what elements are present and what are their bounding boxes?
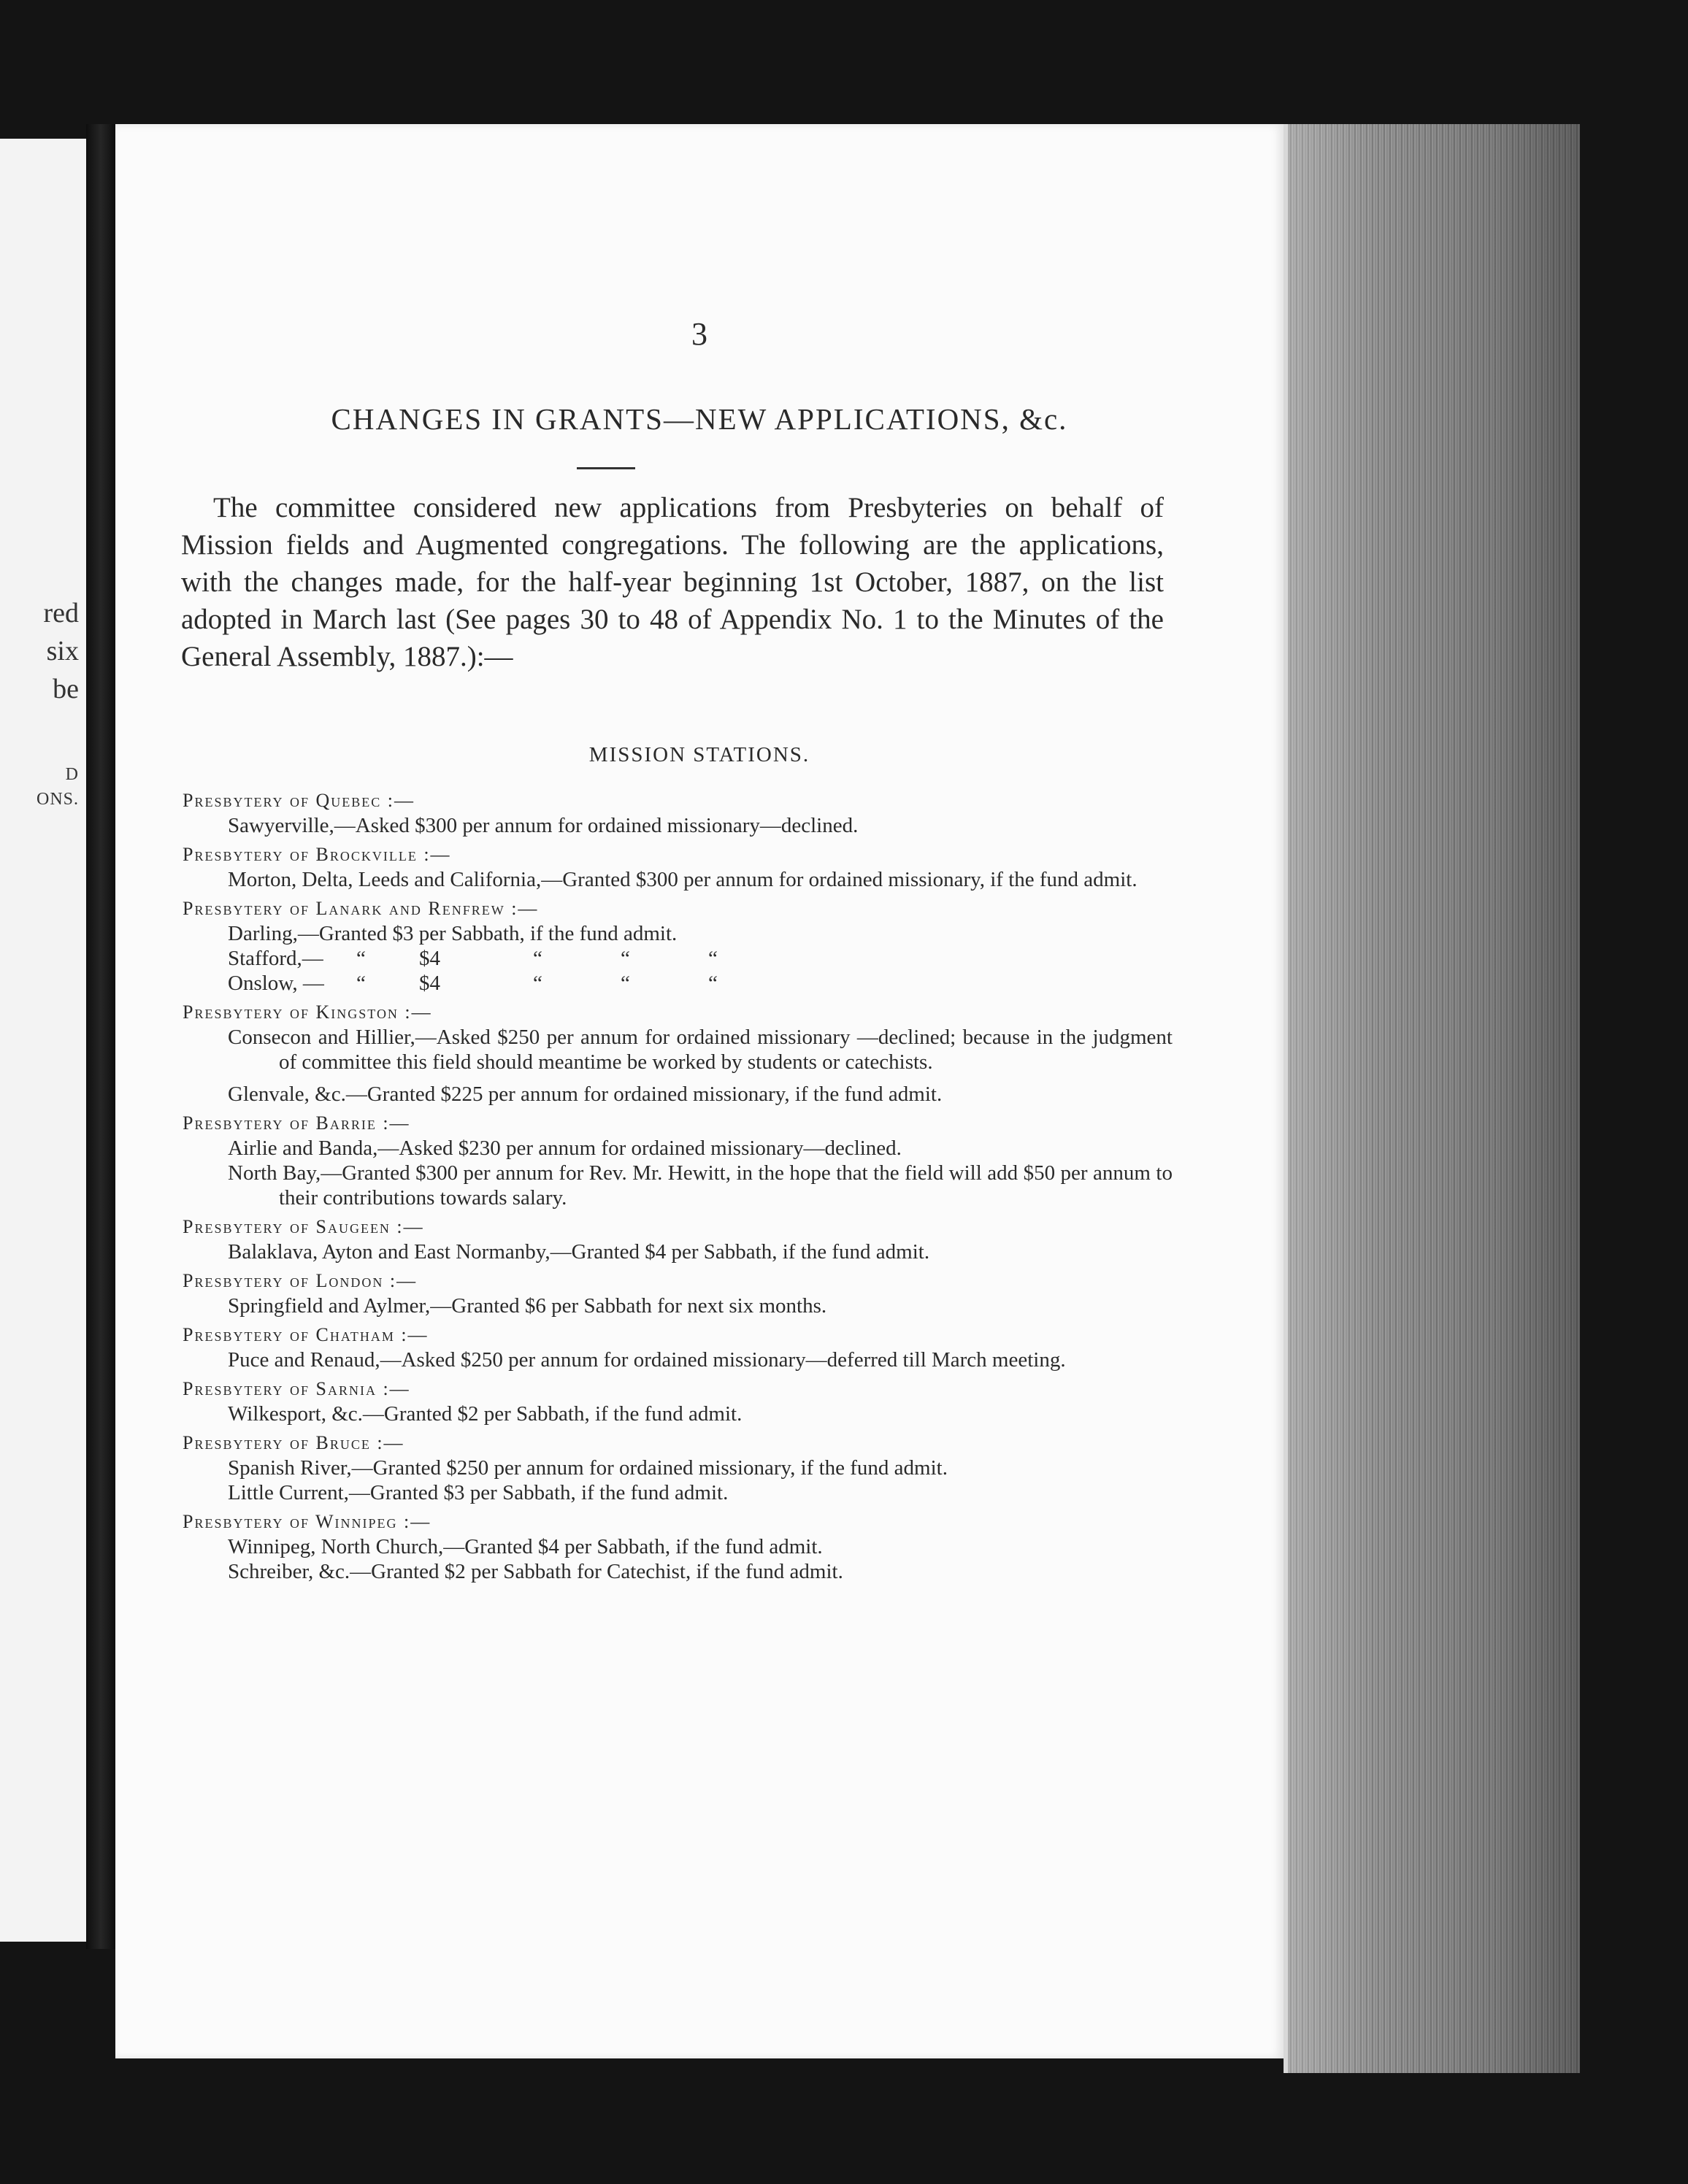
document-page: [115, 124, 1284, 2058]
grant-entry: Springfield and Aylmer,—Granted $6 per Sabbath for next six months.: [228, 1294, 827, 1318]
intro-paragraph: [181, 489, 1164, 675]
presbytery-name: Presbytery of Bruce :—: [183, 1432, 404, 1453]
grant-entry: Darling,—Granted $3 per Sabbath, if the fund admit.: [228, 922, 678, 945]
presbytery-block: [183, 1318, 1173, 1372]
left-page-fragment: be: [53, 674, 79, 704]
presbytery-block: [183, 892, 1173, 996]
presbytery-name: Presbytery of Chatham :—: [183, 1324, 429, 1345]
presbytery-name: Presbytery of Brockville :—: [183, 844, 451, 865]
grant-entry: Schreiber, &c.—Granted $2 per Sabbath for Catechist, if the fund admit.: [228, 1560, 843, 1583]
ditto-mark: “: [356, 947, 366, 970]
grant-entry: Morton, Delta, Leeds and California,—Granted $300 per annum for ordained missionary, if the fund admit.: [228, 868, 1138, 891]
ditto-mark: “: [621, 972, 630, 995]
left-page-fragment: red: [43, 598, 79, 628]
grant-entry: Little Current,—Granted $3 per Sabbath, if the fund admit.: [228, 1481, 729, 1504]
grant-entry: Puce and Renaud,—Asked $250 per annum for ordained missionary—deferred till March meeting.: [228, 1348, 1066, 1372]
grant-entry: Airlie and Banda,—Asked $230 per annum for ordained missionary—declined.: [228, 1137, 902, 1160]
left-page-fragment: D: [65, 765, 79, 784]
presbytery-block: [183, 1107, 1173, 1210]
presbytery-block: [183, 1210, 1173, 1264]
grant-entry: Winnipeg, North Church,—Granted $4 per Sabbath, if the fund admit.: [228, 1535, 823, 1558]
grant-entry: Spanish River,—Granted $250 per annum for ordained missionary, if the fund admit.: [228, 1456, 948, 1480]
grant-entry: Balaklava, Ayton and East Normanby,—Granted $4 per Sabbath, if the fund admit.: [228, 1240, 930, 1264]
page-number: 3: [691, 316, 707, 352]
presbytery-name: Presbytery of Winnipeg :—: [183, 1511, 431, 1532]
presbytery-name: Presbytery of Kingston :—: [183, 1001, 432, 1023]
grant-entry: Consecon and Hillier,—Asked $250 per annum for ordained missionary —declined; because in the judgment of committee this field should meantime be worked by students or catechists.: [228, 1026, 1173, 1074]
presbytery-list: [183, 784, 1173, 1584]
presbytery-name: Presbytery of London :—: [183, 1270, 418, 1291]
presbytery-name: Presbytery of Quebec :—: [183, 790, 415, 811]
ditto-row: [228, 946, 796, 971]
intro-text: The committee considered new applications from Presbyteries on behalf of Mission fields and Augmented congregations. The following are the applications, with the changes made, for the half-year beginning 1st October, 1887, on the list adopted in March last (See pages 30 to 48 of Appendix No. 1 to the Minutes of the General Assembly, 1887.):—: [181, 492, 1164, 672]
ditto-mark: “: [533, 947, 542, 970]
ditto-mark: “: [708, 947, 718, 970]
ditto-mark: “: [621, 947, 630, 970]
ditto-row: [228, 971, 796, 996]
presbytery-block: [183, 1505, 1173, 1584]
station-name: Onslow, —: [228, 972, 324, 995]
ditto-table: [228, 946, 796, 996]
ditto-mark: “: [356, 972, 366, 995]
ditto-mark: “: [533, 972, 542, 995]
heading-rule: [577, 467, 635, 469]
presbytery-block: [183, 1264, 1173, 1318]
left-facing-page: [0, 139, 89, 1942]
section-title: MISSION STATIONS.: [588, 743, 810, 766]
left-page-fragment: six: [46, 636, 79, 666]
page-heading: CHANGES IN GRANTS—NEW APPLICATIONS, &c.: [331, 402, 1068, 436]
presbytery-name: Presbytery of Sarnia :—: [183, 1378, 410, 1399]
grant-amount: $4: [419, 972, 440, 995]
grant-entry: Glenvale, &c.—Granted $225 per annum for ordained missionary, if the fund admit.: [228, 1083, 943, 1106]
presbytery-block: [183, 1426, 1173, 1505]
presbytery-block: [183, 996, 1173, 1107]
grant-entry: Wilkesport, &c.—Granted $2 per Sabbath, if the fund admit.: [228, 1402, 743, 1426]
station-name: Stafford,—: [228, 947, 323, 970]
presbytery-block: [183, 1372, 1173, 1426]
grant-entry: North Bay,—Granted $300 per annum for Rev. Mr. Hewitt, in the hope that the field will add $50 per annum to their contributions towards salary.: [228, 1161, 1173, 1210]
presbytery-name: Presbytery of Saugeen :—: [183, 1216, 424, 1237]
left-page-fragment: ONS.: [36, 790, 79, 809]
presbytery-name: Presbytery of Barrie :—: [183, 1112, 410, 1134]
book-page-edges: [1284, 124, 1580, 2073]
book-gutter: [86, 124, 115, 1949]
grant-entry: Sawyerville,—Asked $300 per annum for ordained missionary—declined.: [228, 814, 859, 837]
grant-amount: $4: [419, 947, 440, 970]
presbytery-name: Presbytery of Lanark and Renfrew :—: [183, 898, 539, 919]
ditto-mark: “: [708, 972, 718, 995]
presbytery-block: [183, 838, 1173, 892]
presbytery-block: [183, 784, 1173, 838]
